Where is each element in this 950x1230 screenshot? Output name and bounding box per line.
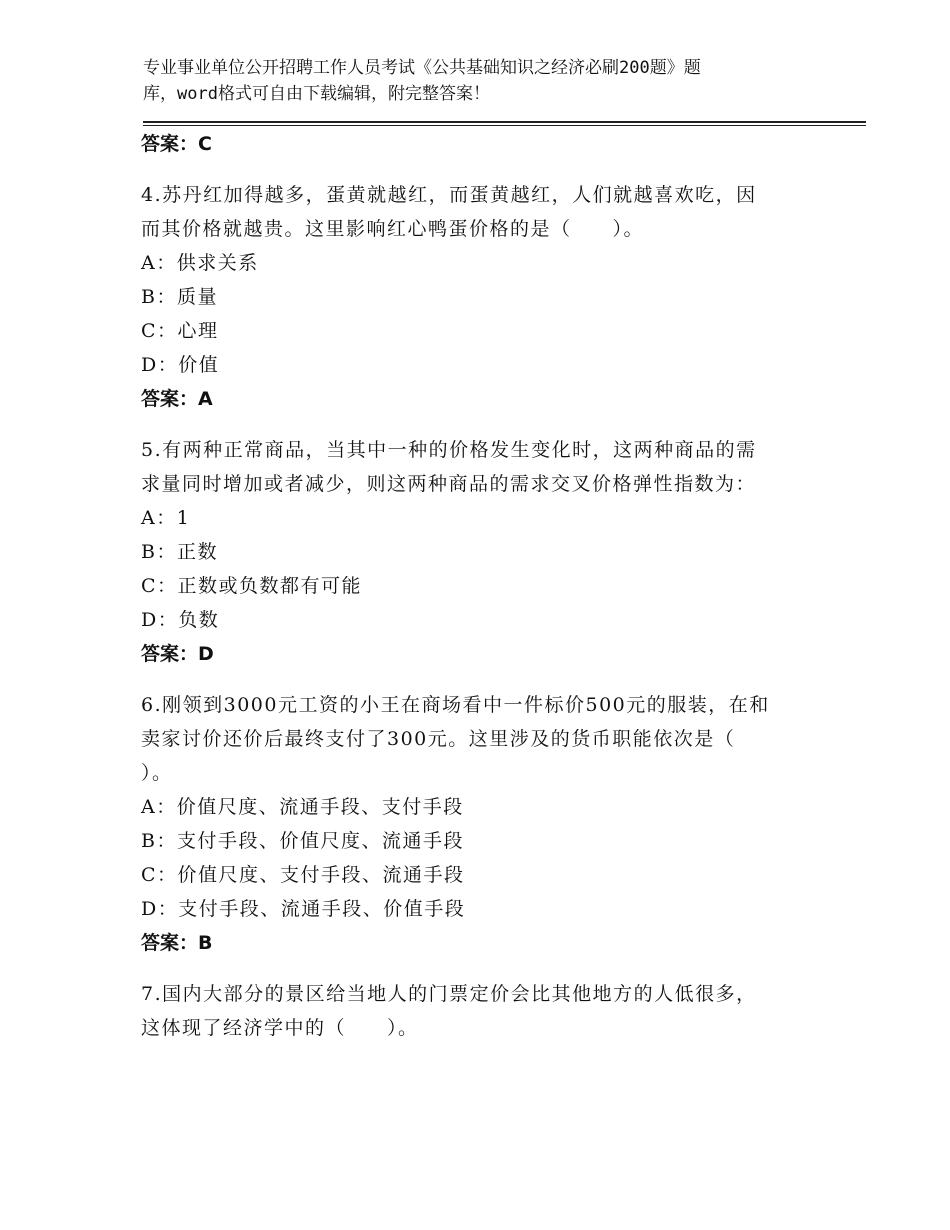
header-title-line-2: 库，word格式可自由下载编辑，附完整答案！: [143, 84, 490, 104]
header-rule-thick: [143, 121, 866, 123]
option-d: D：负数: [141, 609, 220, 631]
option-b: B：质量: [141, 286, 218, 308]
question-text: 而其价格就越贵。这里影响红心鸭蛋价格的是（ ）。: [141, 218, 645, 240]
question-block: [141, 977, 841, 1045]
question-text: 4.苏丹红加得越多，蛋黄就越红，而蛋黄越红，人们就越喜欢吃，因: [141, 184, 757, 206]
question-text: 求量同时增加或者减少，则这两种商品的需求交叉价格弹性指数为：: [141, 473, 757, 495]
option-a: A：价值尺度、流通手段、支付手段: [141, 796, 464, 818]
answer: 答案：A: [141, 388, 213, 410]
question-block: [141, 178, 841, 416]
question-text: 7.国内大部分的景区给当地人的门票定价会比其他地方的人低很多，: [141, 983, 757, 1005]
option-c: C：正数或负数都有可能: [141, 575, 363, 597]
question-block: [141, 433, 841, 671]
option-d: D：价值: [141, 354, 220, 376]
option-b: B：支付手段、价值尺度、流通手段: [141, 830, 464, 852]
previous-answer: 答案：C: [141, 133, 212, 155]
option-d: D：支付手段、流通手段、价值手段: [141, 898, 466, 920]
option-b: B：正数: [141, 541, 218, 563]
question-text: 6.刚领到3000元工资的小王在商场看中一件标价500元的服装，在和: [141, 694, 770, 716]
option-a: A：供求关系: [141, 252, 259, 274]
question-text: 5.有两种正常商品，当其中一种的价格发生变化时，这两种商品的需: [141, 439, 757, 461]
question-text: ）。: [141, 762, 173, 784]
answer: 答案：B: [141, 932, 213, 954]
question-block: [141, 688, 841, 960]
option-a: A：1: [141, 507, 191, 529]
header-title-line-1: 专业事业单位公开招聘工作人员考试《公共基础知识之经济必刷200题》题: [143, 58, 701, 78]
question-text: 这体现了经济学中的（ ）。: [141, 1017, 419, 1039]
header-rule-thin: [143, 125, 866, 126]
answer: 答案：D: [141, 643, 214, 665]
document-header: [143, 55, 783, 107]
option-c: C：价值尺度、支付手段、流通手段: [141, 864, 465, 886]
document-body: [141, 127, 841, 1045]
question-text: 卖家讨价还价后最终支付了300元。这里涉及的货币职能依次是（: [141, 728, 736, 750]
option-c: C：心理: [141, 320, 219, 342]
